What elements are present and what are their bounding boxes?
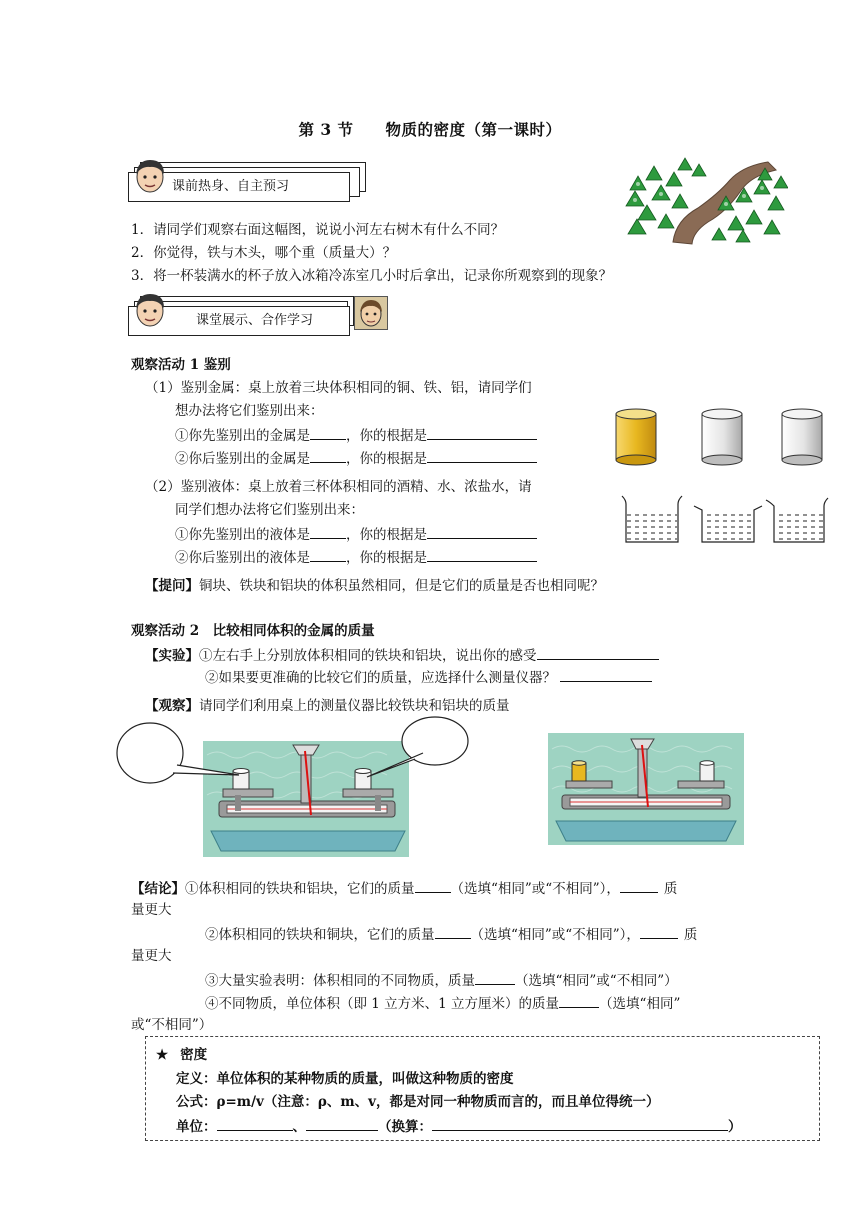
student-avatar-icon xyxy=(130,156,170,196)
preview-question-2: 2．你觉得，铁与木头，哪个重（质量大）？ xyxy=(131,245,397,261)
liquid-task-line-2: 同学们想办法将它们鉴别出来： xyxy=(175,502,364,518)
metal-cylinders-picture xyxy=(612,404,836,468)
answer-blank[interactable] xyxy=(310,425,346,440)
conclusion-3: ③大量实验表明：体积相同的不同物质，质量 （选填“相同”或“不相同”） xyxy=(205,970,678,990)
liquid-beakers-picture xyxy=(618,494,830,546)
density-summary-box xyxy=(145,1036,820,1141)
liquid-second-question: ②你后鉴别出的液体是 ，你的根据是 xyxy=(175,547,537,567)
answer-blank[interactable] xyxy=(640,924,678,939)
answer-blank[interactable] xyxy=(475,970,515,985)
page-title: 第 3 节 物质的密度（第一课时） xyxy=(298,120,562,139)
answer-blank[interactable] xyxy=(310,448,346,463)
preview-question-3: 3．将一杯装满水的杯子放入冰箱冷冻室几小时后拿出，记录你所观察到的现象？ xyxy=(131,268,613,284)
metal-task-line-2: 想办法将它们鉴别出来： xyxy=(175,403,324,419)
metal-second-question: ②你后鉴别出的金属是 ，你的根据是 xyxy=(175,448,537,468)
answer-blank[interactable] xyxy=(427,425,537,440)
answer-blank[interactable] xyxy=(537,645,659,660)
copper-cylinder xyxy=(616,409,656,465)
star-icon: ★ xyxy=(156,1047,169,1063)
conclusion-4: ④不同物质，单位体积（即 1 立方米、1 立方厘米）的质量 （选填“相同” xyxy=(205,993,680,1013)
answer-blank[interactable] xyxy=(427,448,537,463)
activity-2-heading: 观察活动 2 比较相同体积的金属的质量 xyxy=(131,623,375,639)
experiment-line-2: ②如果要更准确的比较它们的质量，应选择什么测量仪器？ xyxy=(205,667,652,687)
student-avatar-icon xyxy=(130,290,170,330)
metal-first-question: ①你先鉴别出的金属是 ，你的根据是 xyxy=(175,425,537,445)
liquid-task-line-1: （2）鉴别液体：桌上放着三杯体积相同的酒精、水、浓盐水，请 xyxy=(145,479,532,495)
balance-scale-picture-1 xyxy=(115,715,475,860)
aluminum-cylinder xyxy=(782,409,822,465)
answer-blank[interactable] xyxy=(432,1116,728,1131)
conclusion-2-cont: 量更大 xyxy=(131,948,172,964)
section-banner-preview xyxy=(128,162,368,204)
teacher-avatar-icon xyxy=(354,296,388,330)
section-banner-label: 课前热身、自主预习 xyxy=(172,179,290,194)
conclusion-4-cont: 或“不相同”） xyxy=(131,1017,213,1033)
answer-blank[interactable] xyxy=(415,878,451,893)
activity-1-heading: 观察活动 1 鉴别 xyxy=(131,357,231,373)
density-unit: 单位： 、 （换算： ） xyxy=(176,1116,742,1136)
question-line: 【提问】铜块、铁块和铝块的体积虽然相同，但是它们的质量是否也相同呢？ xyxy=(145,578,604,594)
iron-cylinder xyxy=(702,409,742,465)
beaker xyxy=(766,498,828,542)
beaker xyxy=(694,506,762,542)
density-heading: ★ 密度 xyxy=(156,1047,208,1063)
conclusion-1-cont: 量更大 xyxy=(131,902,172,918)
balance-scale-picture-2 xyxy=(548,733,744,845)
preview-question-1: 1．请同学们观察右面这幅图，说说小河左右树木有什么不同？ xyxy=(131,222,505,238)
density-definition: 定义：单位体积的某种物质的质量，叫做这种物质的密度 xyxy=(176,1071,514,1087)
answer-blank[interactable] xyxy=(427,524,537,539)
observation-line: 【观察】请同学们利用桌上的测量仪器比较铁块和铝块的质量 xyxy=(145,698,510,714)
answer-blank[interactable] xyxy=(560,667,652,682)
trees-river-picture xyxy=(618,150,788,250)
answer-blank[interactable] xyxy=(427,547,537,562)
answer-blank[interactable] xyxy=(310,547,346,562)
answer-blank[interactable] xyxy=(435,924,471,939)
conclusion-2: ②体积相同的铁块和铜块，它们的质量 （选填“相同”或“不相同”）， 质 xyxy=(205,924,697,944)
experiment-line-1: 【实验】①左右手上分别放体积相同的铁块和铝块，说出你的感受 xyxy=(145,645,659,665)
section-banner-classroom xyxy=(128,296,398,338)
liquid-first-question: ①你先鉴别出的液体是 ，你的根据是 xyxy=(175,524,537,544)
answer-blank[interactable] xyxy=(310,524,346,539)
beaker xyxy=(622,496,682,542)
answer-blank[interactable] xyxy=(559,993,599,1008)
section-banner-label: 课堂展示、合作学习 xyxy=(196,313,314,328)
conclusion-1: 【结论】①体积相同的铁块和铝块，它们的质量 （选填“相同”或“不相同”）， 质 xyxy=(131,878,677,898)
density-formula: 公式：ρ=m/v（注意：ρ、m、v，都是对同一种物质而言的，而且单位得统一） xyxy=(176,1094,660,1110)
answer-blank[interactable] xyxy=(217,1116,293,1131)
answer-blank[interactable] xyxy=(306,1116,378,1131)
metal-task-line-1: （1）鉴别金属：桌上放着三块体积相同的铜、铁、铝，请同学们 xyxy=(145,380,532,396)
answer-blank[interactable] xyxy=(620,878,658,893)
